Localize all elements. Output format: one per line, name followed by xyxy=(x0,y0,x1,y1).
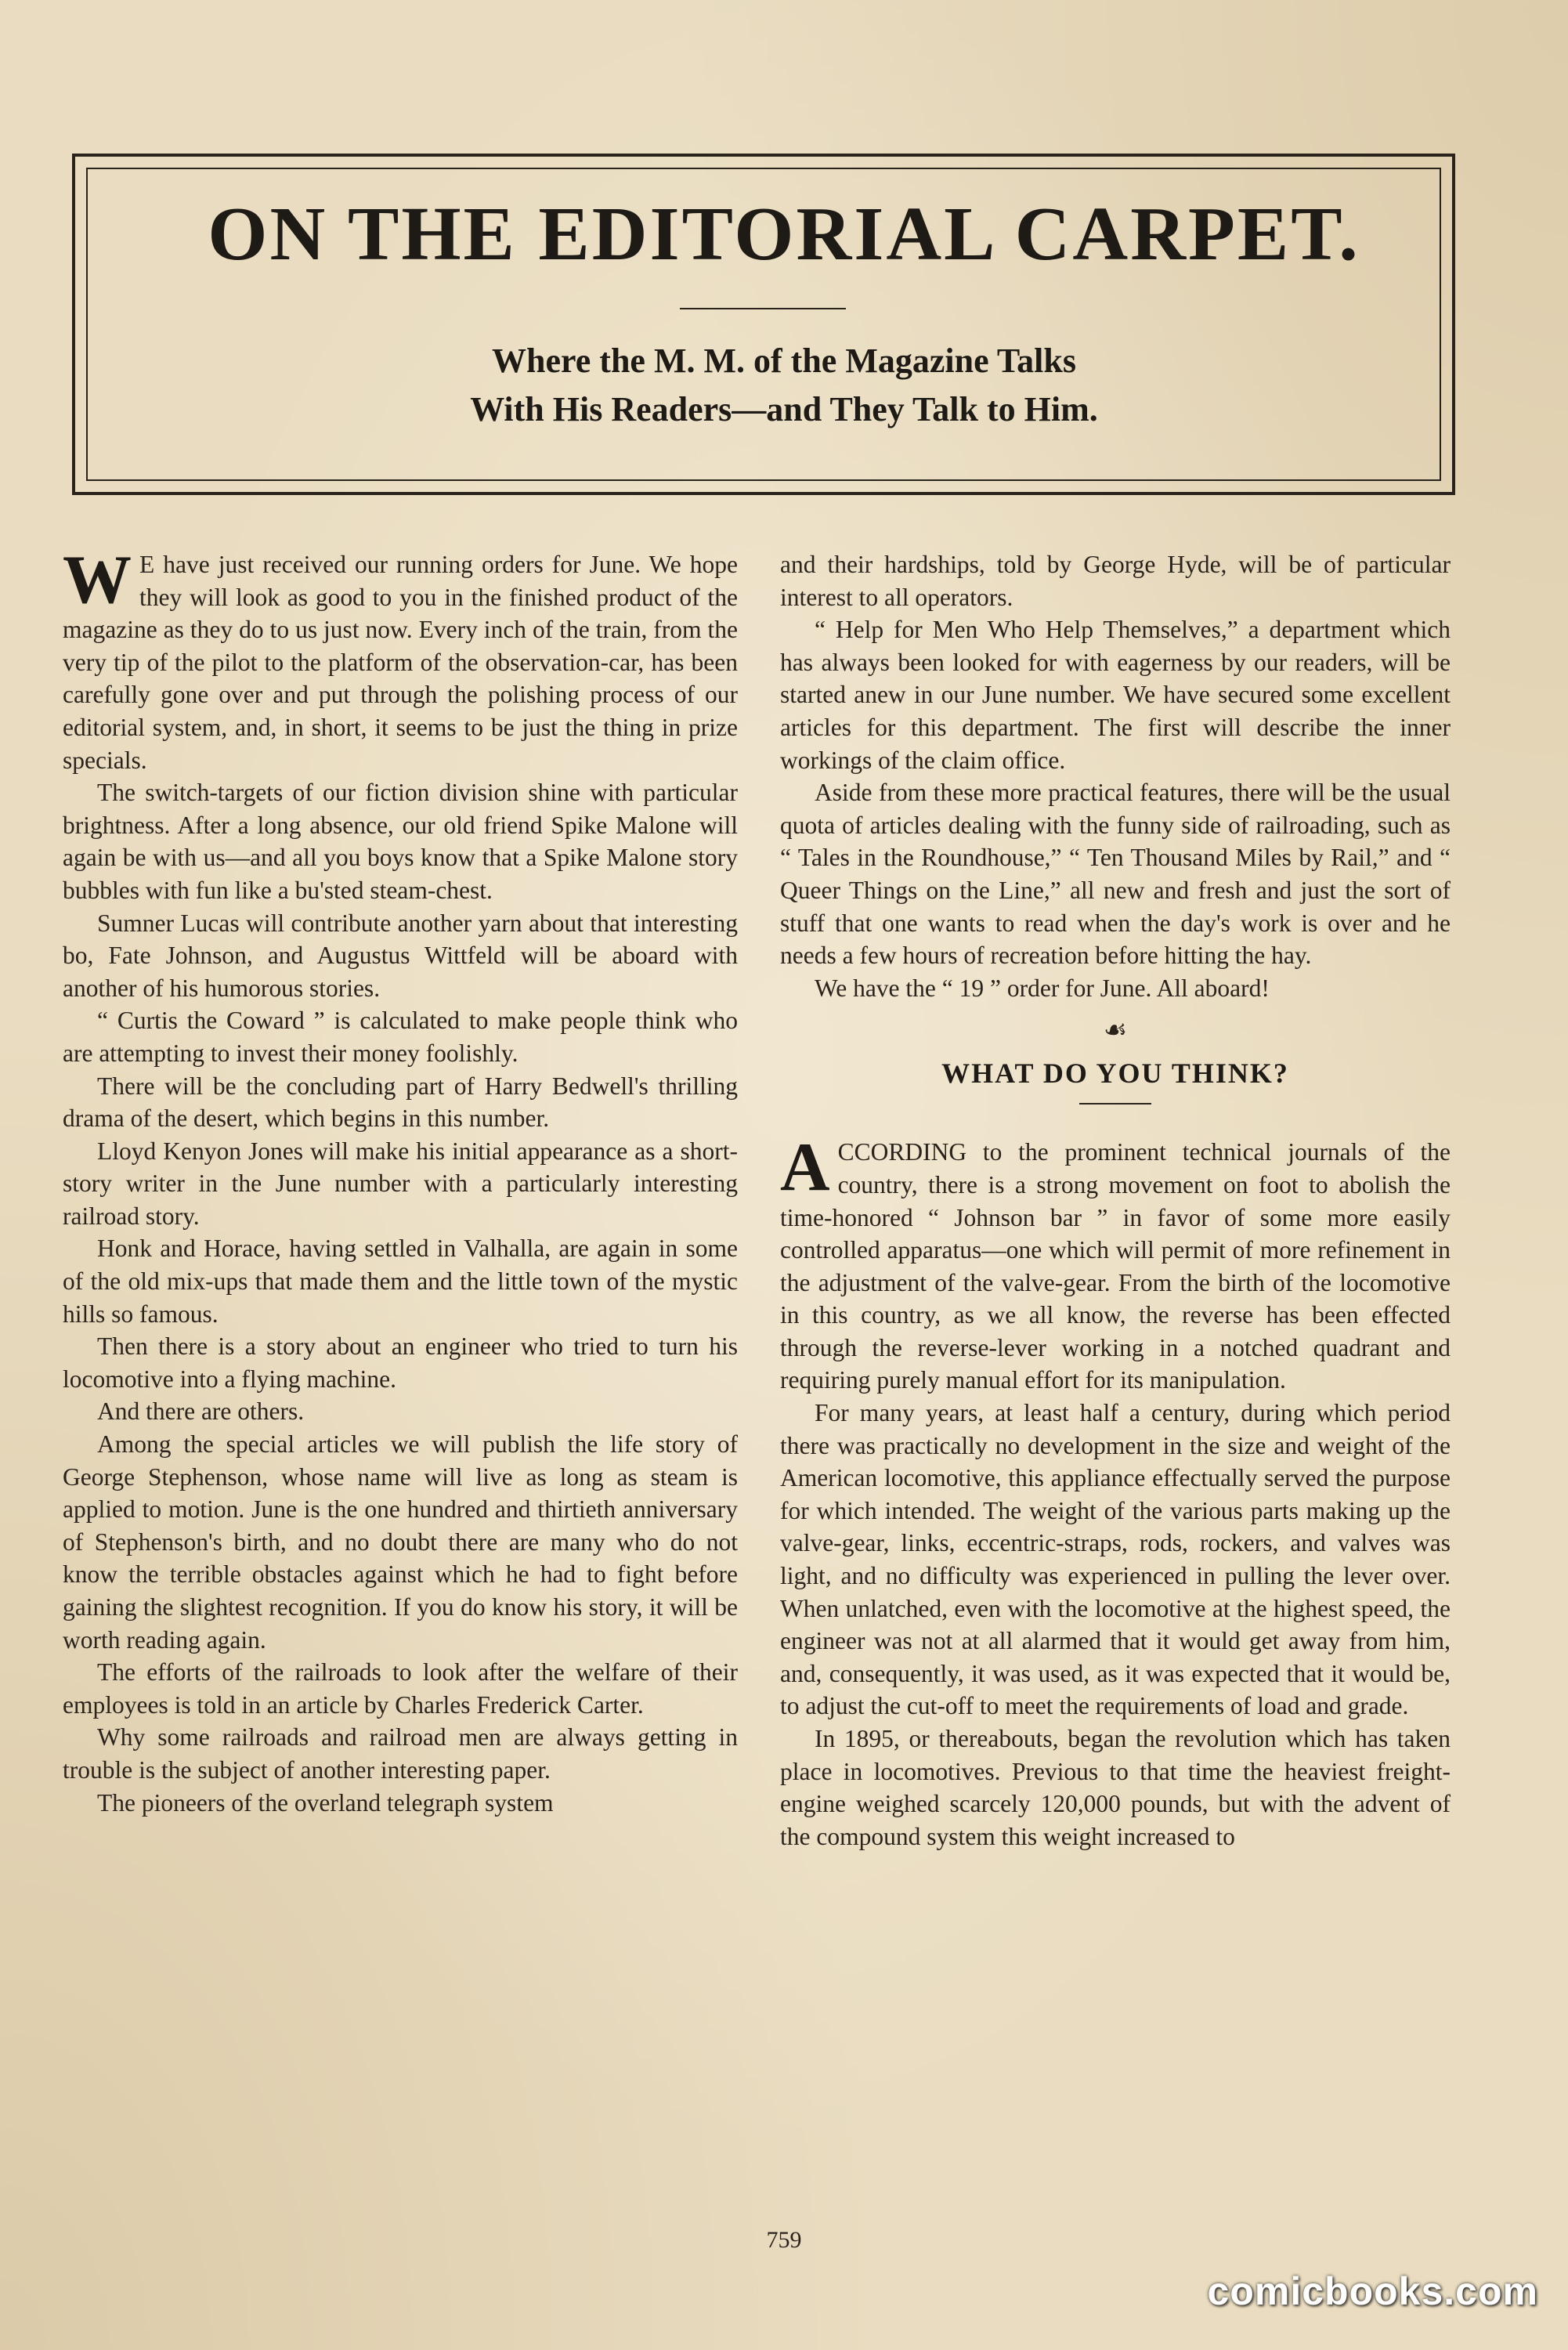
paragraph-8: Then there is a story about an engineer who tried to turn his locomotive into a flying machine. xyxy=(63,1332,738,1393)
paragraph-10: Among the special articles we will publish the life story of George Stephenson, whose name will live as long as steam is applied to motion. June is the one hundred and thirtieth anniversary of Stephenson's birth, and no doubt there are many who do not know the terrible obstacles against which he had to fight before gaining the slightest recognition. If you do know his story, it will be worth reading again. xyxy=(63,1430,738,1654)
paragraph-11: The efforts of the railroads to look after the welfare of their employees is told in an article by Charles Frederick Carter. xyxy=(63,1658,738,1719)
right-paragraph-4: We have the “ 19 ” order for June. All aboard! xyxy=(815,974,1270,1002)
section-paragraph-2: For many years, at least half a century, during which period there was practically no development in the size and weight of the American locomotive, this appliance effectually served the purpose for which intended. The weight of the various parts making up the valve-gear, links, eccentric-straps, rods, rockers, and valves was light, and no difficulty was experienced in pulling the lever over. When unlatched, even with the locomotive at the highest speed, the engineer was not at all alarmed that it would get away from him, and, consequently, it was used, as it was expected that it would be, to adjust the cut-off to meet the requirements of load and grade. xyxy=(780,1399,1451,1720)
page-number: 759 xyxy=(766,2227,802,2253)
section-paragraph-1-text: CCORDING to the prominent technical journals of the country, there is a strong movement on foot to abolish the time-honored “ Johnson bar ” in favor of some more easily controlled apparatus—one which will permit of more refinement in the adjustment of the valve-gear. From the birth of the locomotive in this country, as we all know, the reverse has been effected through the reverse-lever working in a notched quadrant and requiring purely manual effort for its manipulation. xyxy=(780,1138,1451,1394)
drop-cap-a: A xyxy=(780,1130,830,1206)
paragraph-1-text: E have just received our running orders for June. We hope they will look as good to you in the finished product of the magazine as they do to us just now. Every inch of the train, from the very tip of the pilot to the platform of the observation-car, has been carefully gone over and put through the polishing process of our editorial system, and, in short, it seems to be just the thing in prize specials. xyxy=(63,551,738,774)
section-paragraph-3: In 1895, or thereabouts, began the revolution which has taken place in locomotives. Previous to that time the heaviest freight-engine weighed scarcely 120,000 pounds, but with the advent of the compound system this weight increased to xyxy=(780,1725,1451,1850)
paragraph-5: There will be the concluding part of Harry Bedwell's thrilling drama of the desert, which begins in this number. xyxy=(63,1072,738,1133)
paragraph-12: Why some railroads and railroad men are always getting in trouble is the subject of another interesting paper. xyxy=(63,1723,738,1784)
header-divider xyxy=(680,308,846,309)
section-heading: WHAT DO YOU THINK? xyxy=(941,1058,1289,1090)
right-column xyxy=(780,548,1451,1853)
watermark-logo: comicbooks.com xyxy=(1207,2269,1538,2313)
paragraph-3: Sumner Lucas will contribute another yarn about that interesting bo, Fate Johnson, and Augustus Wittfeld will be aboard with another of his humorous stories. xyxy=(63,909,738,1002)
fleuron-ornament-icon: ☙ xyxy=(1103,1016,1128,1046)
section-paragraph-1 xyxy=(780,1130,1451,1397)
right-paragraph-2: “ Help for Men Who Help Themselves,” a department which has always been looked for with eagerness by our readers, will be started anew in our June number. We have secured some excellent articles for this department. The first will describe the inner workings of the claim office. xyxy=(780,616,1451,774)
paragraph-13: The pioneers of the overland telegraph system xyxy=(97,1788,554,1817)
paragraph-2: The switch-targets of our fiction division shine with particular brightness. After a long absence, our old friend Spike Malone will again be with us—and all you boys know that a Spike Malone story bubbles with fun like a bu'sted steam-chest. xyxy=(63,779,738,904)
page-title: ON THE EDITORIAL CARPET. xyxy=(208,192,1360,277)
right-paragraph-1: and their hardships, told by George Hyde, will be of particular interest to all operators. xyxy=(780,551,1451,611)
drop-cap-w: W xyxy=(63,542,132,618)
subtitle-line-2: With His Readers—and They Talk to Him. xyxy=(470,390,1098,428)
subtitle-line-1: Where the M. M. of the Magazine Talks xyxy=(492,342,1076,380)
right-paragraph-3: Aside from these more practical features, there will be the usual quota of articles dealing with the funny side of railroading, such as “ Tales in the Roundhouse,” “ Ten Thousand Miles by Rail,” and “ Queer Things on the Line,” all new and fresh and just the sort of stuff that one wants to read when the day's work is over and he needs a few hours of recreation before hitting the hay. xyxy=(780,779,1451,970)
paragraph-7: Honk and Horace, having settled in Valhalla, are again in some of the old mix-ups that made them and the little town of the mystic hills so famous. xyxy=(63,1235,738,1328)
paragraph-9: And there are others. xyxy=(97,1397,305,1426)
paragraph-1 xyxy=(63,542,738,776)
page-subtitle xyxy=(0,337,1568,434)
paragraph-6: Lloyd Kenyon Jones will make his initial appearance as a short-story writer in the June number with a particularly interesting railroad story. xyxy=(63,1137,738,1230)
paragraph-4: “ Curtis the Coward ” is calculated to make people think who are attempting to invest their money foolishly. xyxy=(63,1007,738,1067)
left-column xyxy=(63,542,738,1819)
section-divider xyxy=(1079,1103,1151,1104)
